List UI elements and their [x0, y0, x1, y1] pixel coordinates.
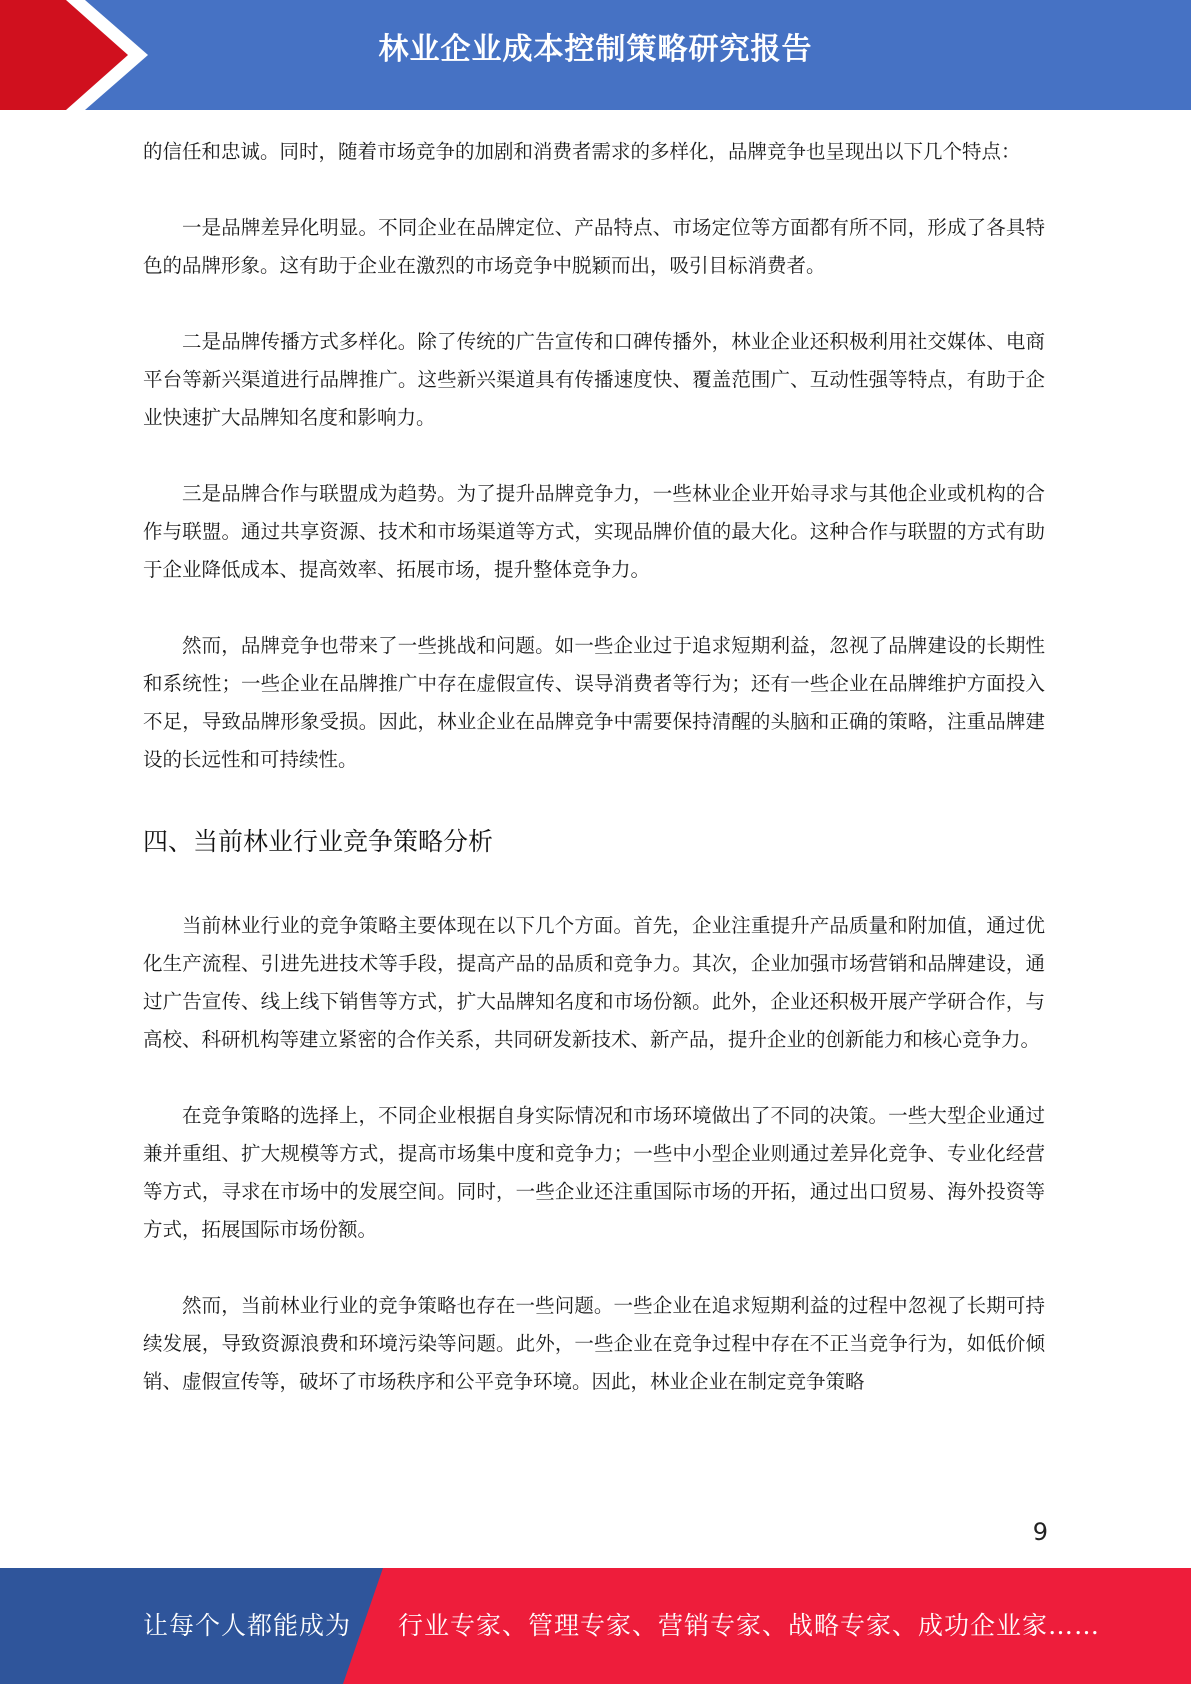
- page-content: [143, 133, 1045, 1439]
- footer-banner: [0, 1568, 1191, 1684]
- paragraph-strategy-choice: 在竞争策略的选择上，不同企业根据自身实际情况和市场环境做出了不同的决策。一些大型企业通过兼并重组、扩大规模等方式，提高市场集中度和竞争力；一些中小型企业则通过差异化竞争、专业化经营等方式，寻求在市场中的发展空间。同时，一些企业还注重国际市场的开拓，通过出口贸易、海外投资等方式，拓展国际市场份额。: [143, 1104, 1045, 1241]
- footer-slogan-left: 让每个人都能成为: [143, 1611, 352, 1640]
- paragraph-brand-alliance: 三是品牌合作与联盟成为趋势。为了提升品牌竞争力，一些林业企业开始寻求与其他企业或机构的合作与联盟。通过共享资源、技术和市场渠道等方式，实现品牌价值的最大化。这种合作与联盟的方式有助于企业降低成本、提高效率、拓展市场，提升整体竞争力。: [143, 482, 1045, 581]
- header-bar: [0, 0, 1191, 110]
- footer-slogan-right: 行业专家、管理专家、营销专家、战略专家、成功企业家……: [398, 1611, 1101, 1640]
- document-title: 林业企业成本控制策略研究报告: [378, 32, 813, 67]
- paragraph-brand-communication: 二是品牌传播方式多样化。除了传统的广告宣传和口碑传播外，林业企业还积极利用社交媒体、电商平台等新兴渠道进行品牌推广。这些新兴渠道具有传播速度快、覆盖范围广、互动性强等特点，有助于企业快速扩大品牌知名度和影响力。: [143, 330, 1045, 429]
- paragraph-competition-strategy: 当前林业行业的竞争策略主要体现在以下几个方面。首先，企业注重提升产品质量和附加值，通过优化生产流程、引进先进技术等手段，提高产品的品质和竞争力。其次，企业加强市场营销和品牌建设，通过广告宣传、线上线下销售等方式，扩大品牌知名度和市场份额。此外，企业还积极开展产学研合作，与高校、科研机构等建立紧密的合作关系，共同研发新技术、新产品，提升企业的创新能力和核心竞争力。: [143, 914, 1045, 1051]
- paragraph-brand-differentiation: 一是品牌差异化明显。不同企业在品牌定位、产品特点、市场定位等方面都有所不同，形成了各具特色的品牌形象。这有助于企业在激烈的市场竞争中脱颖而出，吸引目标消费者。: [143, 216, 1045, 277]
- section-heading: 四、当前林业行业竞争策略分析: [143, 827, 494, 856]
- paragraph-brand-challenges: 然而，品牌竞争也带来了一些挑战和问题。如一些企业过于追求短期利益，忽视了品牌建设的长期性和系统性；一些企业在品牌推广中存在虚假宣传、误导消费者等行为；还有一些企业在品牌维护方面投入不足，导致品牌形象受损。因此，林业企业在品牌竞争中需要保持清醒的头脑和正确的策略，注重品牌建设的长远性和可持续性。: [143, 634, 1045, 771]
- paragraph-strategy-problems: 然而，当前林业行业的竞争策略也存在一些问题。一些企业在追求短期利益的过程中忽视了长期可持续发展，导致资源浪费和环境污染等问题。此外，一些企业在竞争过程中存在不正当竞争行为，如低价倾销、虚假宣传等，破坏了市场秩序和公平竞争环境。因此，林业企业在制定竞争策略: [143, 1294, 1045, 1393]
- paragraph-brand-trust: 的信任和忠诚。同时，随着市场竞争的加剧和消费者需求的多样化，品牌竞争也呈现出以下几个特点：: [143, 140, 1021, 163]
- page-number: 9: [1032, 1518, 1048, 1546]
